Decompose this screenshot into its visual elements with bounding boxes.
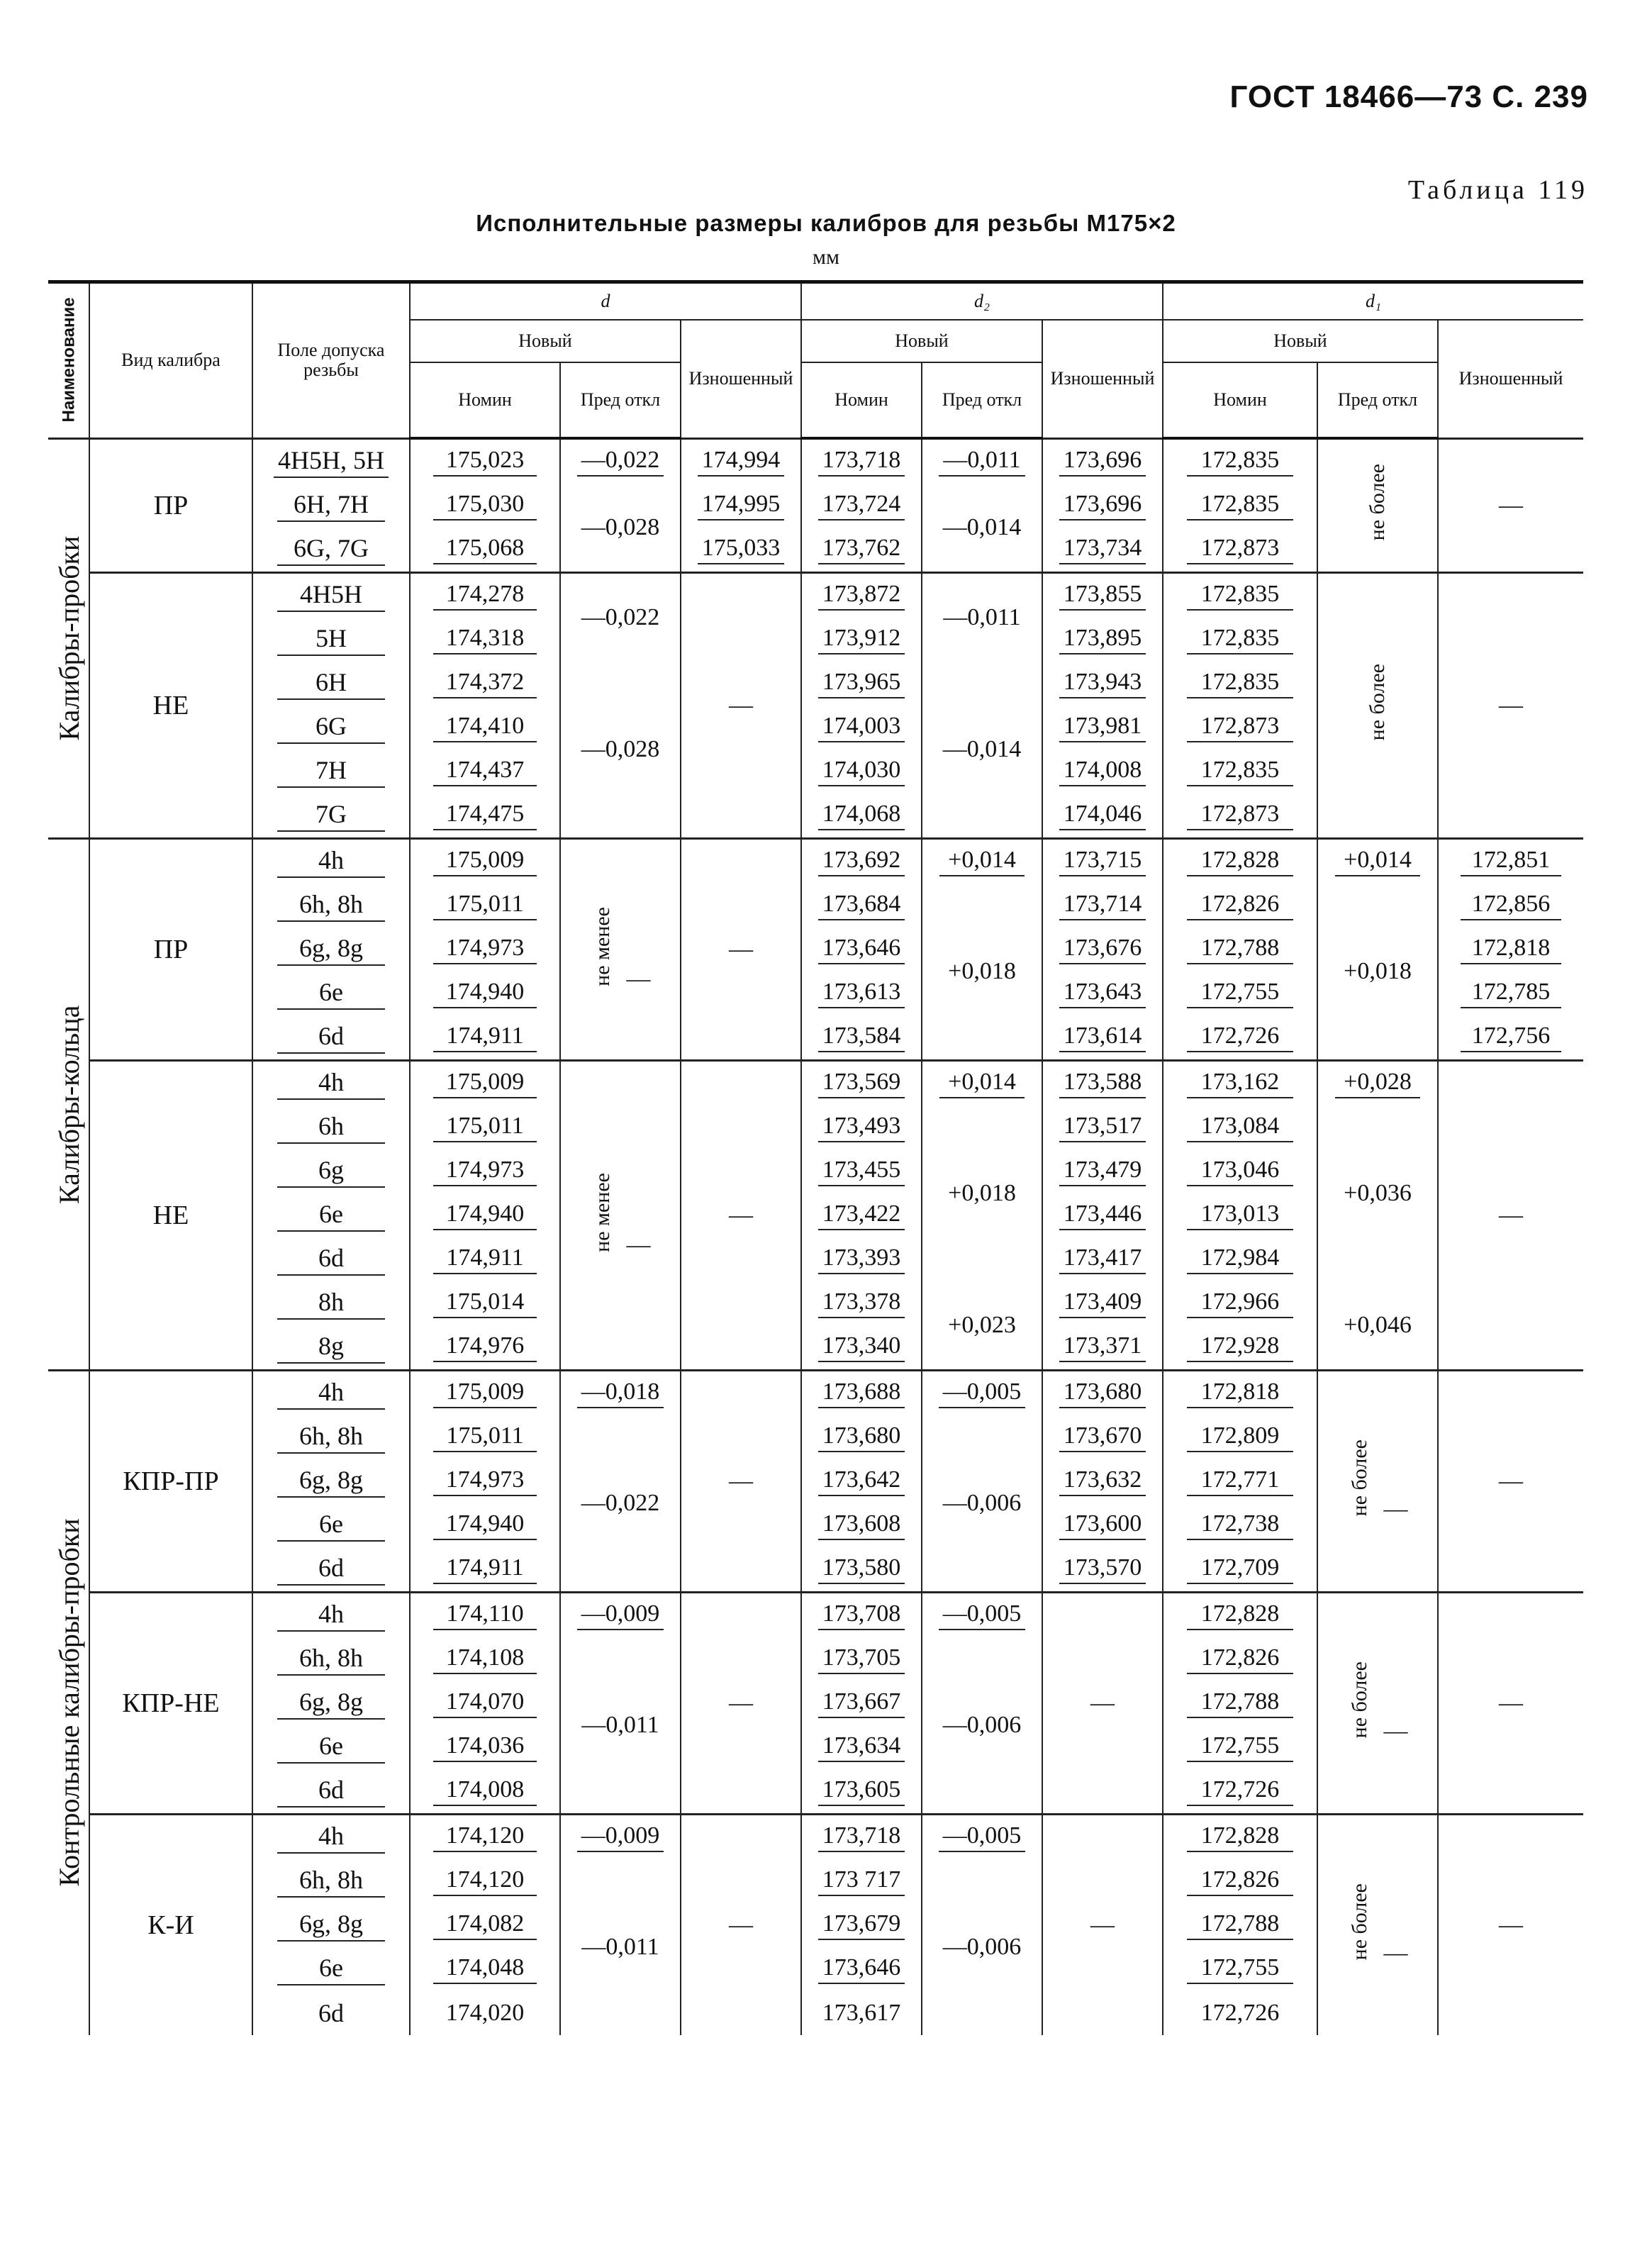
d-nominal-cell: 175,023	[410, 438, 560, 484]
d-deviation-cell: —0,009	[560, 1593, 681, 1638]
d-nominal-cell: 175,011	[410, 1415, 560, 1459]
d-worn-cell: —	[681, 1371, 801, 1593]
d-nominal-cell: 175,011	[410, 884, 560, 928]
d1-nominal-cell: 173,013	[1163, 1193, 1317, 1237]
d-nominal-cell: 174,940	[410, 1503, 560, 1547]
header-d-new: Новый	[410, 320, 681, 362]
d2-deviation-cell: +0,023	[922, 1281, 1042, 1371]
d-worn-cell: —	[681, 1061, 801, 1371]
d1-worn-cell: 172,856	[1438, 884, 1583, 928]
d2-deviation-cell: —0,014	[922, 662, 1042, 839]
d1-nominal-cell: 172,873	[1163, 793, 1317, 839]
d-nominal-cell: 174,070	[410, 1681, 560, 1725]
header-d-worn: Изношенный	[681, 320, 801, 438]
tolerance-field-cell: 4H5H, 5H	[252, 438, 410, 484]
d2-nominal-cell: 173,646	[801, 1947, 922, 1991]
d1-worn-cell: 172,818	[1438, 928, 1583, 971]
d-nominal-cell: 174,082	[410, 1903, 560, 1947]
d-worn-cell: —	[681, 1815, 801, 2036]
header-d2-new: Новый	[801, 320, 1042, 362]
d1-nominal-cell: 172,835	[1163, 662, 1317, 706]
gauge-dimensions-table-wrapper	[48, 280, 1583, 2035]
d-deviation-dash: —	[626, 1231, 651, 1258]
header-d: d	[410, 282, 801, 321]
d-nominal-cell: 174,120	[410, 1859, 560, 1903]
d2-nominal-cell: 173,617	[801, 1991, 922, 2035]
d2-nominal-cell: 173,688	[801, 1371, 922, 1416]
d2-nominal-cell: 173,724	[801, 484, 922, 528]
d2-nominal-cell: 173,455	[801, 1149, 922, 1193]
table-caption: Исполнительные размеры калибров для резьбы М175×2	[476, 210, 1176, 236]
d2-worn-cell: 173,446	[1042, 1193, 1163, 1237]
d2-deviation-cell: —0,005	[922, 1815, 1042, 1860]
tolerance-field-cell: 6G	[252, 706, 410, 750]
d-nominal-cell: 174,940	[410, 971, 560, 1015]
d-nominal-cell: 174,940	[410, 1193, 560, 1237]
tolerance-field-cell: 4h	[252, 1593, 410, 1638]
d2-nominal-cell: 173,569	[801, 1061, 922, 1106]
group-label-plug-gauges: Калибры-пробки	[48, 438, 89, 839]
d2-nominal-cell: 173,580	[801, 1547, 922, 1593]
d2-nominal-cell: 173,684	[801, 884, 922, 928]
d2-nominal-cell: 173,584	[801, 1015, 922, 1061]
header-d1-new: Новый	[1163, 320, 1438, 362]
d-deviation-cell: —0,022	[560, 1415, 681, 1593]
header-d1-deviation: Пред откл	[1317, 362, 1438, 438]
header-d-deviation: Пред откл	[560, 362, 681, 438]
d1-nominal-cell: 172,788	[1163, 928, 1317, 971]
d2-nominal-cell: 173 717	[801, 1859, 922, 1903]
d-nominal-cell: 174,020	[410, 1991, 560, 2035]
d1-nominal-cell: 172,835	[1163, 484, 1317, 528]
tolerance-field-cell: 6h, 8h	[252, 1637, 410, 1681]
tolerance-field-cell: 5H	[252, 618, 410, 662]
d-nominal-cell: 174,911	[410, 1237, 560, 1281]
d2-deviation-cell: +0,014	[922, 1061, 1042, 1106]
d2-nominal-cell: 173,762	[801, 528, 922, 573]
d-nominal-cell: 174,108	[410, 1637, 560, 1681]
d2-worn-cell: —	[1042, 1593, 1163, 1815]
d2-worn-cell: 173,696	[1042, 438, 1163, 484]
tolerance-field-cell: 7G	[252, 793, 410, 839]
d-nominal-cell: 174,318	[410, 618, 560, 662]
bound-label: не более	[1347, 1883, 1371, 1961]
d-nominal-cell: 174,973	[410, 1459, 560, 1503]
tolerance-field-cell: 6e	[252, 1725, 410, 1769]
bound-label: не более	[1347, 1661, 1371, 1739]
tolerance-field-cell: 7H	[252, 750, 410, 793]
header-d-nominal: Номин	[410, 362, 560, 438]
kind-label: НЕ	[89, 573, 252, 839]
d1-nominal-cell: 172,726	[1163, 1015, 1317, 1061]
d2-nominal-cell: 173,613	[801, 971, 922, 1015]
table-units: мм	[813, 245, 839, 269]
d2-worn-cell: 173,943	[1042, 662, 1163, 706]
tolerance-field-cell: 4h	[252, 1815, 410, 1860]
d1-worn-cell: —	[1438, 1815, 1583, 2036]
table-row	[48, 573, 1583, 618]
d2-worn-cell: 173,714	[1042, 884, 1163, 928]
d-worn-cell: —	[681, 1593, 801, 1815]
table-row	[48, 839, 1583, 884]
header-d1-worn: Изношенный	[1438, 320, 1583, 438]
d1-nominal-cell: 172,828	[1163, 839, 1317, 884]
kind-label: К-И	[89, 1815, 252, 2036]
d2-worn-cell: 173,676	[1042, 928, 1163, 971]
d-nominal-cell: 174,048	[410, 1947, 560, 1991]
d1-deviation-dash: —	[1383, 1939, 1408, 1966]
d2-nominal-cell: 173,646	[801, 928, 922, 971]
d-deviation-dash: —	[626, 965, 651, 992]
d-nominal-cell: 175,011	[410, 1105, 560, 1149]
table-row	[48, 884, 1583, 928]
tolerance-field-cell: 6d	[252, 1991, 410, 2035]
header-d1: d₁	[1163, 282, 1583, 321]
tolerance-field-cell: 8h	[252, 1281, 410, 1325]
header-d2-nominal: Номин	[801, 362, 922, 438]
header-gauge-kind: Вид калибра	[89, 282, 252, 439]
d-nominal-cell: 175,014	[410, 1281, 560, 1325]
d1-nominal-cell: 172,788	[1163, 1903, 1317, 1947]
table-row	[48, 1593, 1583, 1638]
d2-nominal-cell: 173,679	[801, 1903, 922, 1947]
d-nominal-cell: 174,372	[410, 662, 560, 706]
d1-nominal-cell: 172,771	[1163, 1459, 1317, 1503]
d-nominal-cell: 174,911	[410, 1015, 560, 1061]
d2-worn-cell: 173,409	[1042, 1281, 1163, 1325]
d2-nominal-cell: 173,667	[801, 1681, 922, 1725]
d-deviation-cell: —0,022	[560, 438, 681, 484]
tolerance-field-cell: 8g	[252, 1325, 410, 1371]
d-deviation-cell: —0,018	[560, 1371, 681, 1416]
d1-worn-cell: —	[1438, 438, 1583, 573]
d-nominal-cell: 175,009	[410, 1371, 560, 1416]
d1-deviation-cell: +0,036	[1317, 1105, 1438, 1281]
tolerance-field-cell: 6d	[252, 1769, 410, 1815]
d2-nominal-cell: 173,422	[801, 1193, 922, 1237]
d2-worn-cell: 173,371	[1042, 1325, 1163, 1371]
d-worn-cell: 174,994	[681, 438, 801, 484]
d1-nominal-cell: 172,835	[1163, 438, 1317, 484]
d2-nominal-cell: 173,378	[801, 1281, 922, 1325]
kind-label: КПР-НЕ	[89, 1593, 252, 1815]
d2-deviation-cell: +0,018	[922, 884, 1042, 1061]
d2-nominal-cell: 173,605	[801, 1769, 922, 1815]
bound-label: не менее	[590, 906, 614, 986]
header-d1-nominal: Номин	[1163, 362, 1317, 438]
d1-deviation-cell: +0,018	[1317, 884, 1438, 1061]
d2-worn-cell: 173,670	[1042, 1415, 1163, 1459]
tolerance-field-cell: 6g, 8g	[252, 1459, 410, 1503]
tolerance-field-cell: 6e	[252, 971, 410, 1015]
d2-deviation-cell: —0,011	[922, 438, 1042, 484]
d1-bound-cell	[1317, 1371, 1438, 1593]
d1-nominal-cell: 172,826	[1163, 1637, 1317, 1681]
d-worn-cell: 174,995	[681, 484, 801, 528]
tolerance-field-cell: 6g, 8g	[252, 1903, 410, 1947]
d2-worn-cell: 173,680	[1042, 1371, 1163, 1416]
d1-nominal-cell: 172,755	[1163, 1725, 1317, 1769]
d1-nominal-cell: 172,873	[1163, 706, 1317, 750]
table-row	[48, 1815, 1583, 1860]
tolerance-field-cell: 6g, 8g	[252, 928, 410, 971]
d-nominal-cell: 174,973	[410, 928, 560, 971]
d-nominal-cell: 174,437	[410, 750, 560, 793]
d2-worn-cell: 173,517	[1042, 1105, 1163, 1149]
tolerance-field-cell: 6h, 8h	[252, 884, 410, 928]
table-row	[48, 1105, 1583, 1149]
d-nominal-cell: 175,009	[410, 1061, 560, 1106]
d1-nominal-cell: 173,162	[1163, 1061, 1317, 1106]
d1-nominal-cell: 172,828	[1163, 1593, 1317, 1638]
d2-nominal-cell: 173,718	[801, 438, 922, 484]
tolerance-field-cell: 6h, 8h	[252, 1415, 410, 1459]
header-d2-worn: Изношенный	[1042, 320, 1163, 438]
d2-nominal-cell: 174,003	[801, 706, 922, 750]
header-tolerance-field: Поле допуска резьбы	[252, 282, 410, 439]
d2-worn-cell: 174,046	[1042, 793, 1163, 839]
d-nominal-cell: 174,278	[410, 573, 560, 618]
d2-nominal-cell: 173,493	[801, 1105, 922, 1149]
d1-nominal-cell: 172,755	[1163, 971, 1317, 1015]
d2-nominal-cell: 173,634	[801, 1725, 922, 1769]
d2-worn-cell: 173,600	[1042, 1503, 1163, 1547]
d2-nominal-cell: 173,692	[801, 839, 922, 884]
d2-worn-cell: —	[1042, 1815, 1163, 2036]
d-deviation-cell: —0,028	[560, 484, 681, 573]
d2-worn-cell: 174,008	[1042, 750, 1163, 793]
bound-label: не менее	[590, 1172, 614, 1252]
d2-worn-cell: 173,479	[1042, 1149, 1163, 1193]
d2-nominal-cell: 173,642	[801, 1459, 922, 1503]
tolerance-field-cell: 6e	[252, 1193, 410, 1237]
group-label-ring-gauges: Калибры-кольца	[48, 839, 89, 1371]
d1-worn-cell: 172,851	[1438, 839, 1583, 884]
d2-worn-cell: 173,632	[1042, 1459, 1163, 1503]
tolerance-field-cell: 6g	[252, 1149, 410, 1193]
d2-nominal-cell: 173,393	[801, 1237, 922, 1281]
d2-deviation-cell: —0,006	[922, 1637, 1042, 1815]
tolerance-field-cell: 4h	[252, 1061, 410, 1106]
d1-nominal-cell: 172,726	[1163, 1769, 1317, 1815]
d1-nominal-cell: 172,726	[1163, 1991, 1317, 2035]
d1-deviation-cell: +0,046	[1317, 1281, 1438, 1371]
tolerance-field-cell: 6g, 8g	[252, 1681, 410, 1725]
d1-worn-cell: —	[1438, 1593, 1583, 1815]
kind-label: КПР-ПР	[89, 1371, 252, 1593]
d-bound-cell	[560, 1061, 681, 1371]
tolerance-field-cell: 6h	[252, 1105, 410, 1149]
d1-nominal-cell: 172,835	[1163, 573, 1317, 618]
d2-worn-cell: 173,570	[1042, 1547, 1163, 1593]
d2-nominal-cell: 173,912	[801, 618, 922, 662]
gauge-dimensions-table	[48, 280, 1583, 2035]
d1-nominal-cell: 172,738	[1163, 1503, 1317, 1547]
d1-nominal-cell: 173,046	[1163, 1149, 1317, 1193]
d1-nominal-cell: 172,826	[1163, 884, 1317, 928]
d2-worn-cell: 173,855	[1042, 573, 1163, 618]
d2-worn-cell: 173,417	[1042, 1237, 1163, 1281]
tolerance-field-cell: 6e	[252, 1947, 410, 1991]
d1-nominal-cell: 173,084	[1163, 1105, 1317, 1149]
d1-nominal-cell: 172,873	[1163, 528, 1317, 573]
table-row	[48, 1061, 1583, 1106]
d2-worn-cell: 173,734	[1042, 528, 1163, 573]
tolerance-field-cell: 4H5H	[252, 573, 410, 618]
d1-nominal-cell: 172,826	[1163, 1859, 1317, 1903]
d2-deviation-cell: —0,006	[922, 1859, 1042, 2035]
d-nominal-cell: 175,009	[410, 839, 560, 884]
d1-nominal-cell: 172,755	[1163, 1947, 1317, 1991]
header-d2: d₂	[801, 282, 1163, 321]
d1-bound-cell	[1317, 438, 1438, 573]
d2-deviation-cell: —0,006	[922, 1415, 1042, 1593]
d2-deviation-cell: +0,018	[922, 1105, 1042, 1281]
d1-nominal-cell: 172,828	[1163, 1815, 1317, 1860]
d1-deviation-cell: +0,014	[1317, 839, 1438, 884]
d1-deviation-dash: —	[1383, 1495, 1408, 1522]
table-number: Таблица 119	[1407, 175, 1588, 205]
tolerance-field-cell: 6d	[252, 1547, 410, 1593]
d1-worn-cell: —	[1438, 1371, 1583, 1593]
d1-deviation-cell: +0,028	[1317, 1061, 1438, 1106]
d-deviation-cell: —0,011	[560, 1859, 681, 2035]
header-d2-deviation: Пред откл	[922, 362, 1042, 438]
d-nominal-cell: 174,110	[410, 1593, 560, 1638]
d1-nominal-cell: 172,835	[1163, 750, 1317, 793]
d2-deviation-cell: —0,014	[922, 484, 1042, 573]
kind-label: ПР	[89, 839, 252, 1061]
d-deviation-cell: —0,011	[560, 1637, 681, 1815]
d-deviation-cell: —0,028	[560, 662, 681, 839]
d2-nominal-cell: 174,030	[801, 750, 922, 793]
d-nominal-cell: 174,008	[410, 1769, 560, 1815]
d-deviation-cell: —0,009	[560, 1815, 681, 1860]
d-deviation-cell: —0,022	[560, 573, 681, 662]
tolerance-field-cell: 6e	[252, 1503, 410, 1547]
d-worn-cell: 175,033	[681, 528, 801, 573]
d-nominal-cell: 175,030	[410, 484, 560, 528]
d2-worn-cell: 173,643	[1042, 971, 1163, 1015]
tolerance-field-cell: 6d	[252, 1237, 410, 1281]
d2-nominal-cell: 173,608	[801, 1503, 922, 1547]
d1-nominal-cell: 172,788	[1163, 1681, 1317, 1725]
d1-worn-cell: —	[1438, 1061, 1583, 1371]
bound-label: не более	[1366, 664, 1389, 741]
d1-nominal-cell: 172,984	[1163, 1237, 1317, 1281]
d1-bound-cell	[1317, 1593, 1438, 1815]
tolerance-field-cell: 4h	[252, 1371, 410, 1416]
d-nominal-cell: 174,475	[410, 793, 560, 839]
tolerance-field-cell: 6H	[252, 662, 410, 706]
tolerance-field-cell: 4h	[252, 839, 410, 884]
d-nominal-cell: 174,036	[410, 1725, 560, 1769]
tolerance-field-cell: 6d	[252, 1015, 410, 1061]
bound-label: не более	[1366, 464, 1389, 541]
d2-nominal-cell: 173,705	[801, 1637, 922, 1681]
d-bound-cell	[560, 839, 681, 1061]
d-nominal-cell: 174,976	[410, 1325, 560, 1371]
d2-worn-cell: 173,696	[1042, 484, 1163, 528]
d2-nominal-cell: 173,708	[801, 1593, 922, 1638]
d1-bound-cell	[1317, 573, 1438, 839]
d2-deviation-cell: —0,005	[922, 1371, 1042, 1416]
d-nominal-cell: 174,911	[410, 1547, 560, 1593]
tolerance-field-cell: 6H, 7H	[252, 484, 410, 528]
bound-label: не более	[1347, 1439, 1371, 1517]
d1-nominal-cell: 172,966	[1163, 1281, 1317, 1325]
d-nominal-cell: 174,973	[410, 1149, 560, 1193]
d1-worn-cell: 172,785	[1438, 971, 1583, 1015]
d2-worn-cell: 173,981	[1042, 706, 1163, 750]
d2-nominal-cell: 173,872	[801, 573, 922, 618]
d2-worn-cell: 173,614	[1042, 1015, 1163, 1061]
d1-nominal-cell: 172,809	[1163, 1415, 1317, 1459]
d1-nominal-cell: 172,835	[1163, 618, 1317, 662]
d-worn-cell: —	[681, 839, 801, 1061]
d2-nominal-cell: 173,680	[801, 1415, 922, 1459]
d2-deviation-cell: —0,011	[922, 573, 1042, 662]
d2-worn-cell: 173,588	[1042, 1061, 1163, 1106]
d2-nominal-cell: 173,340	[801, 1325, 922, 1371]
d1-nominal-cell: 172,928	[1163, 1325, 1317, 1371]
d2-deviation-cell: +0,014	[922, 839, 1042, 884]
d2-worn-cell: 173,895	[1042, 618, 1163, 662]
d1-worn-cell: 172,756	[1438, 1015, 1583, 1061]
d-nominal-cell: 174,410	[410, 706, 560, 750]
d1-nominal-cell: 172,709	[1163, 1547, 1317, 1593]
d2-worn-cell: 173,715	[1042, 839, 1163, 884]
d2-deviation-cell: —0,005	[922, 1593, 1042, 1638]
d2-nominal-cell: 173,718	[801, 1815, 922, 1860]
table-row	[48, 1281, 1583, 1325]
d-worn-cell: —	[681, 573, 801, 839]
tolerance-field-cell: 6h, 8h	[252, 1859, 410, 1903]
d-nominal-cell: 174,120	[410, 1815, 560, 1860]
d-nominal-cell: 175,068	[410, 528, 560, 573]
table-row	[48, 438, 1583, 484]
d2-nominal-cell: 173,965	[801, 662, 922, 706]
d1-nominal-cell: 172,818	[1163, 1371, 1317, 1416]
d1-deviation-dash: —	[1383, 1717, 1408, 1744]
header-name: Наименование	[48, 282, 89, 439]
page-header: ГОСТ 18466—73 С. 239	[1229, 79, 1588, 114]
group-label-check-plug-gauges: Контрольные калибры-пробки	[48, 1371, 89, 2036]
kind-label: НЕ	[89, 1061, 252, 1371]
table-row	[48, 1371, 1583, 1416]
d1-worn-cell: —	[1438, 573, 1583, 839]
d1-bound-cell	[1317, 1815, 1438, 2036]
kind-label: ПР	[89, 438, 252, 573]
d2-nominal-cell: 174,068	[801, 793, 922, 839]
tolerance-field-cell: 6G, 7G	[252, 528, 410, 573]
